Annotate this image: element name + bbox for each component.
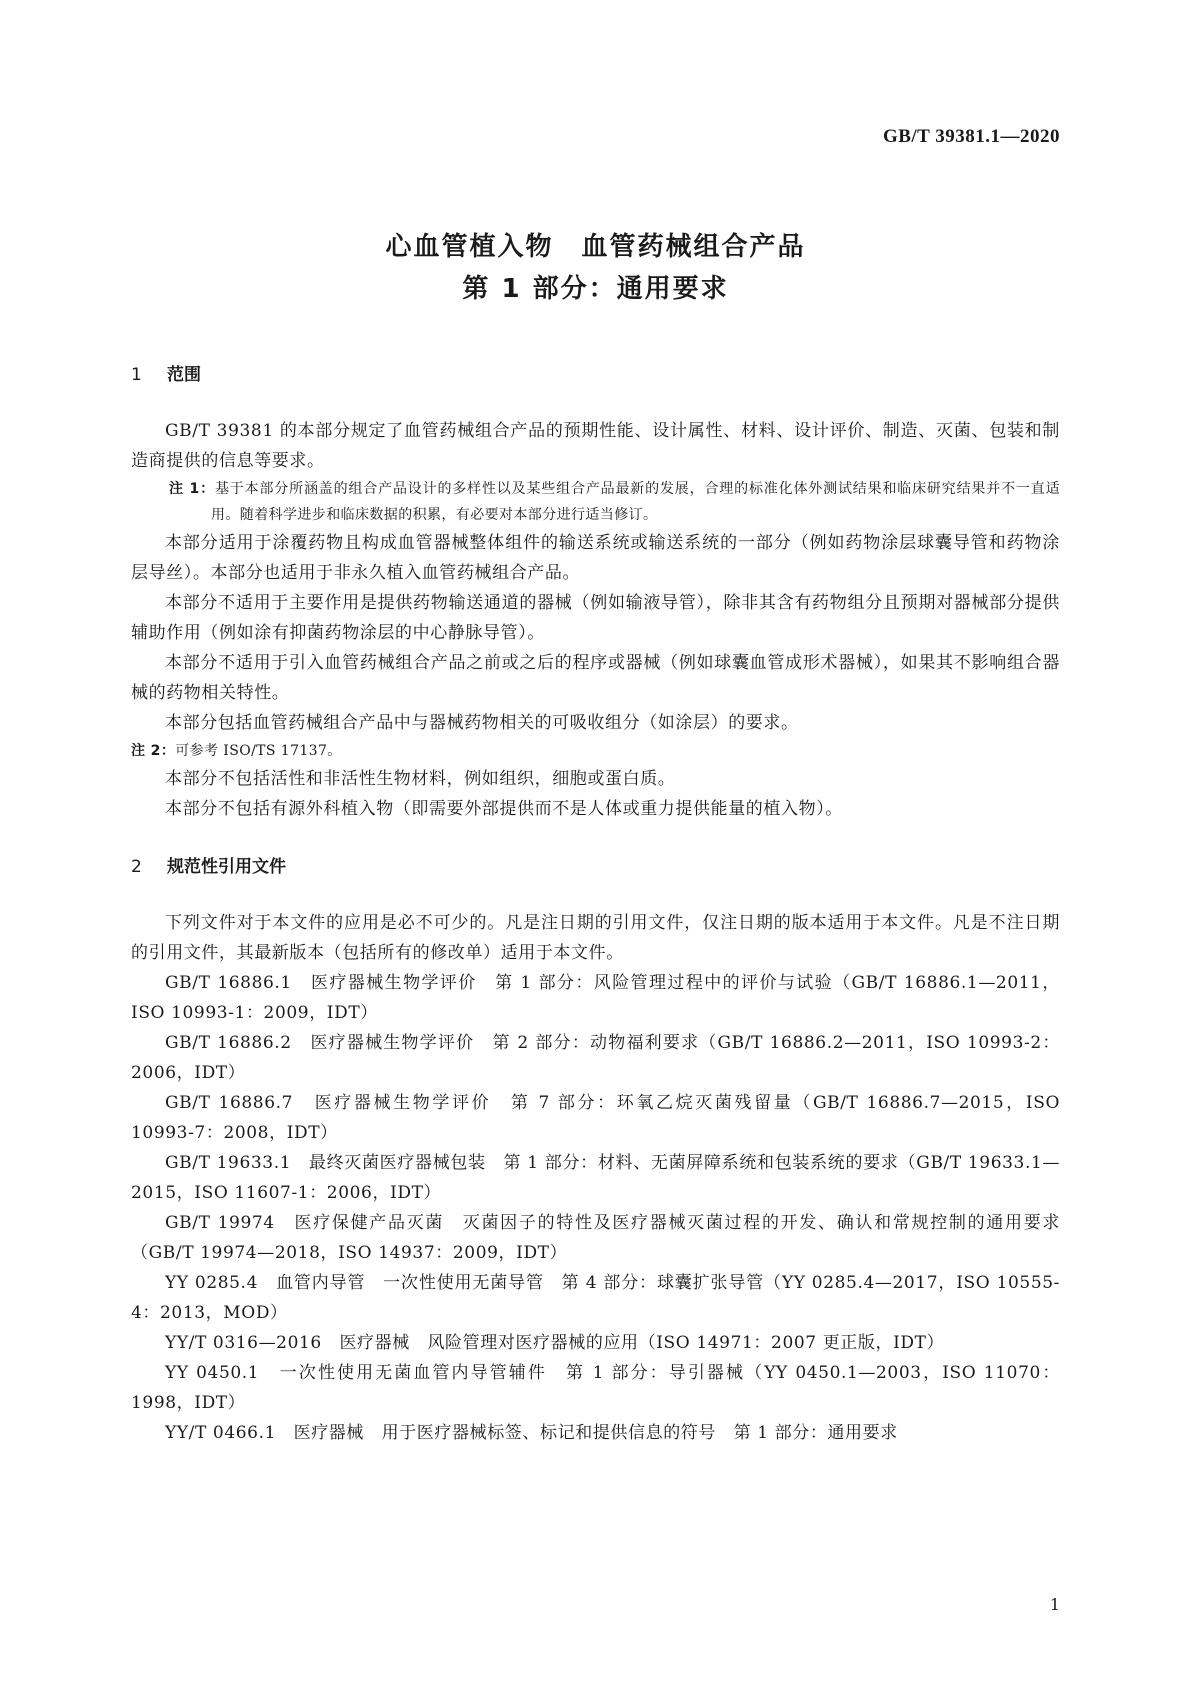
section-2-heading [131, 852, 1060, 882]
note-2-label: 注 2： [131, 743, 176, 759]
reference-item: YY/T 0466.1 医疗器械 用于医疗器械标签、标记和提供信息的符号 第 1 部分：通用要求 [165, 1423, 898, 1443]
section-2-title: 规范性引用文件 [167, 857, 286, 877]
references-intro: 下列文件对于本文件的应用是必不可少的。凡是注日期的引用文件，仅注日期的版本适用于本文件。凡是不注日期的引用文件，其最新版本（包括所有的修改单）适用于本文件。 [131, 913, 1060, 963]
reference-item: GB/T 16886.1 医疗器械生物学评价 第 1 部分：风险管理过程中的评价与试验（GB/T 16886.1—2011，ISO 10993-1：2009，IDT） [131, 973, 1060, 1023]
note-2-text: 可参考 ISO/TS 17137。 [175, 743, 342, 759]
note-1 [131, 476, 1060, 528]
title-line-1 [0, 226, 1191, 268]
note-1-text: 基于本部分所涵盖的组合产品设计的多样性以及某些组合产品最新的发展，合理的标准化体外测试结果和临床研究结果并不一直适用。随着科学进步和临床数据的积累，有必要对本部分进行适当修订。 [211, 481, 1061, 523]
scope-paragraph-3: 本部分不适用于主要作用是提供药物输送通道的器械（例如输液导管），除非其含有药物组分且预期对器械部分提供辅助作用（例如涂有抑菌药物涂层的中心静脉导管）。 [131, 593, 1060, 643]
title-line-1-part-a: 心血管植入物 [385, 232, 554, 262]
reference-item: GB/T 16886.2 医疗器械生物学评价 第 2 部分：动物福利要求（GB/T 16886.2—2011，ISO 10993-2：2006，IDT） [131, 1033, 1060, 1083]
title-line-2: 第 1 部分：通用要求 [462, 274, 729, 304]
section-1-heading [131, 360, 1060, 390]
section-1-title: 范围 [167, 365, 201, 385]
title-line-1-part-b: 血管药械组合产品 [581, 232, 806, 262]
section-2-number: 2 [131, 857, 142, 877]
scope-paragraph-2: 本部分适用于涂覆药物且构成血管器械整体组件的输送系统或输送系统的一部分（例如药物涂层球囊导管和药物涂层导丝）。本部分也适用于非永久植入血管药械组合产品。 [131, 533, 1060, 583]
scope-paragraph-4: 本部分不适用于引入血管药械组合产品之前或之后的程序或器械（例如球囊血管成形术器械），如果其不影响组合器械的药物相关特性。 [131, 653, 1060, 703]
reference-item: YY 0285.4 血管内导管 一次性使用无菌导管 第 4 部分：球囊扩张导管（YY 0285.4—2017，ISO 10555-4：2013，MOD） [131, 1273, 1060, 1323]
scope-paragraph-7: 本部分不包括有源外科植入物（即需要外部提供而不是人体或重力提供能量的植入物）。 [165, 799, 843, 819]
reference-item: YY/T 0316—2016 医疗器械 风险管理对医疗器械的应用（ISO 14971：2007 更正版，IDT） [165, 1333, 945, 1353]
reference-item: GB/T 16886.7 医疗器械生物学评价 第 7 部分：环氧乙烷灭菌残留量（GB/T 16886.7—2015，ISO 10993-7：2008，IDT） [131, 1093, 1060, 1143]
section-1-number: 1 [131, 365, 142, 385]
page-number: 1 [1049, 1595, 1060, 1614]
reference-item: GB/T 19974 医疗保健产品灭菌 灭菌因子的特性及医疗器械灭菌过程的开发、确认和常规控制的通用要求（GB/T 19974—2018，ISO 14937：2009，IDT） [131, 1213, 1060, 1263]
reference-item: YY 0450.1 一次性使用无菌血管内导管辅件 第 1 部分：导引器械（YY 0450.1—2003，ISO 11070：1998，IDT） [131, 1363, 1060, 1413]
reference-item: GB/T 19633.1 最终灭菌医疗器械包装 第 1 部分：材料、无菌屏障系统和包装系统的要求（GB/T 19633.1—2015，ISO 11607-1：2006，IDT） [131, 1153, 1060, 1203]
standard-code: GB/T 39381.1—2020 [882, 126, 1060, 147]
scope-paragraph-1: GB/T 39381 的本部分规定了血管药械组合产品的预期性能、设计属性、材料、设计评价、制造、灭菌、包装和制造商提供的信息等要求。 [131, 421, 1060, 471]
document-title [0, 226, 1191, 310]
scope-paragraph-5: 本部分包括血管药械组合产品中与器械药物相关的可吸收组分（如涂层）的要求。 [165, 713, 799, 733]
note-1-label: 注 1： [169, 481, 215, 497]
scope-paragraph-6: 本部分不包括活性和非活性生物材料，例如组织，细胞或蛋白质。 [165, 769, 676, 789]
document-body [131, 360, 1060, 1448]
note-2 [131, 738, 1060, 764]
